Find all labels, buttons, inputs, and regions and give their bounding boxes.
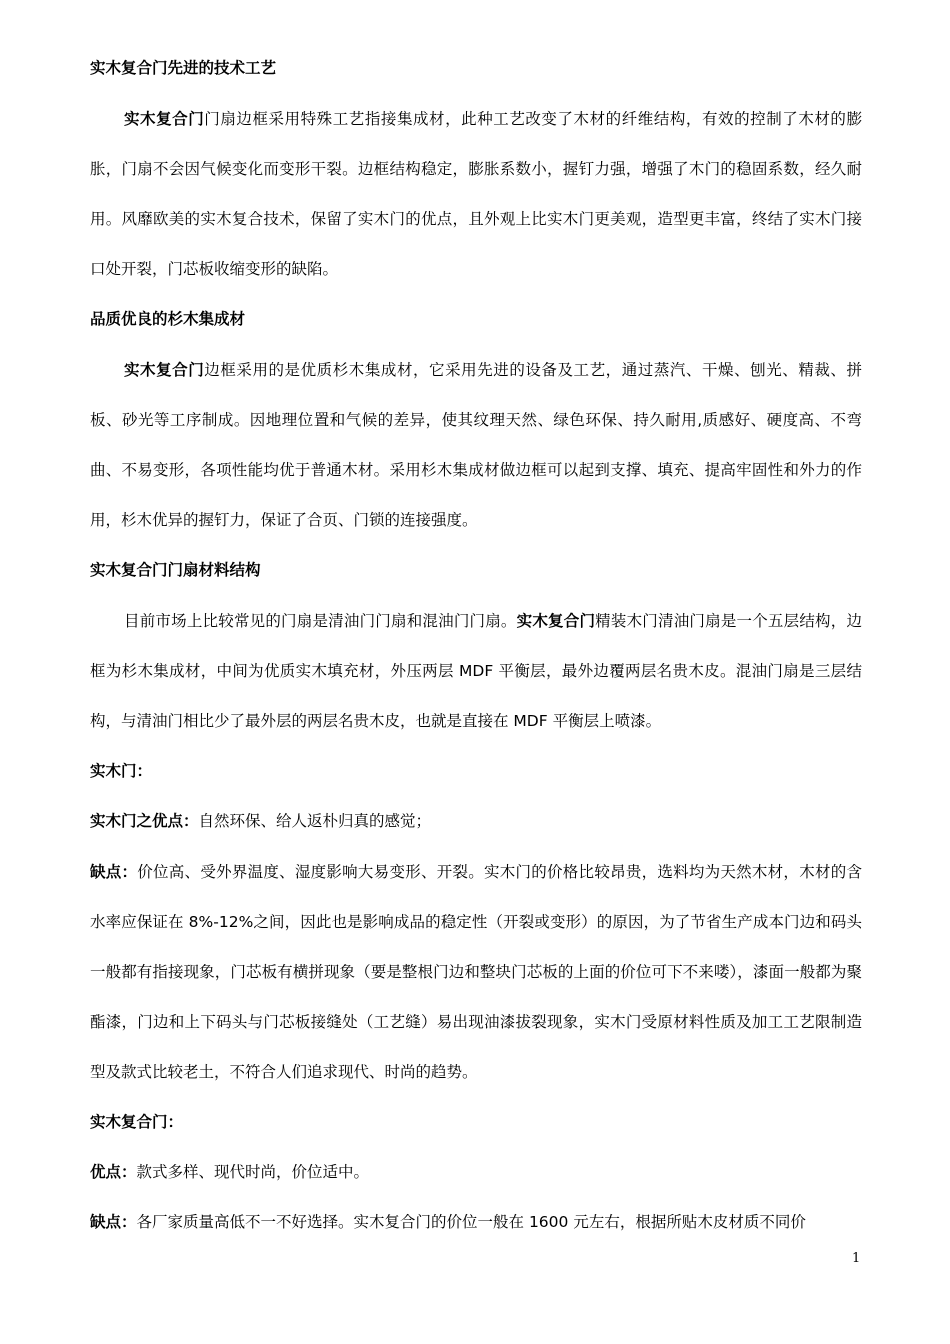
pros-label: 优点： xyxy=(90,1163,137,1181)
cons-label: 缺点： xyxy=(90,1213,137,1231)
paragraph-door-structure-text-b: 精装木门清油门扇是一个五层结构，边框为杉木集成材，中间为优质实木填充材，外压两层 MDF 平衡层，最外边覆两层名贵木皮。混油门扇是三层结构，与清油门相比少了最外层的两层名贵木皮，也就是直接在 MDF 平衡层上喷漆。 xyxy=(90,612,862,730)
emphasis-product-name: 实木复合门 xyxy=(516,612,596,630)
pros-text: 自然环保、给人返朴归真的感觉； xyxy=(198,812,432,830)
paragraph-fir-material-text: 边框采用的是优质杉木集成材，它采用先进的设备及工艺，通过蒸汽、干燥、刨光、精裁、拼板、砂光等工序制成。因地理位置和气候的差异，使其纹理天然、绿色环保、持久耐用,质感好、硬度高、不弯曲、不易变形，各项性能均优于普通木材。采用杉木集成材做边框可以起到支撑、填充、提高牢固性和外力的作用，杉木优异的握钉力，保证了合页、门锁的连接强度。 xyxy=(90,361,862,529)
document-page xyxy=(90,56,862,1260)
paragraph-door-structure xyxy=(90,596,862,746)
paragraph-door-structure-text-a: 目前市场上比较常见的门扇是清油门门扇和混油门门扇。 xyxy=(124,612,517,630)
solid-wood-cons xyxy=(90,847,862,1097)
section-title-door-structure: 实木复合门门扇材料结构 xyxy=(90,561,261,579)
paragraph-technology-text: 门扇边框采用特殊工艺指接集成材，此种工艺改变了木材的纤维结构，有效的控制了木材的膨胀，门扇不会因气候变化而变形干裂。边框结构稳定，膨胀系数小，握钉力强，增强了木门的稳固系数，经久耐用。风靡欧美的实木复合技术，保留了实木门的优点，且外观上比实木门更美观，造型更丰富，终结了实木门接口处开裂，门芯板收缩变形的缺陷。 xyxy=(90,110,862,278)
emphasis-product-name: 实木复合门 xyxy=(124,361,205,379)
solid-wood-pros xyxy=(90,809,862,834)
pros-label: 实木门之优点： xyxy=(90,812,199,830)
cons-text: 价位高、受外界温度、湿度影响大易变形、开裂。实木门的价格比较昂贵，选料均为天然木材，木材的含水率应保证在 8%-12%之间，因此也是影响成品的稳定性（开裂或变形）的原因，为了节省生产成本门边和码头一般都有指接现象，门芯板有横拼现象（要是整根门边和整块门芯板的上面的价位可下不来喽），漆面一般都为聚酯漆，门边和上下码头与门芯板接缝处（工艺缝）易出现油漆拔裂现象，实木门受原材料性质及加工工艺限制造型及款式比较老土，不符合人们追求现代、时尚的趋势。 xyxy=(90,863,862,1081)
section-title-composite-door: 实木复合门： xyxy=(90,1113,184,1131)
section-title-technology: 实木复合门先进的技术工艺 xyxy=(90,59,277,77)
emphasis-product-name: 实木复合门 xyxy=(124,110,205,128)
cons-text: 各厂家质量高低不一不好选择。实木复合门的价位一般在 1600 元左右，根据所贴木皮材质不同价 xyxy=(136,1213,806,1231)
section-title-solid-wood-door: 实木门： xyxy=(90,762,153,780)
paragraph-technology xyxy=(90,94,862,294)
composite-pros xyxy=(90,1160,862,1185)
page-number: 1 xyxy=(852,1251,861,1266)
section-title-fir-material: 品质优良的杉木集成材 xyxy=(90,310,246,328)
cons-label: 缺点： xyxy=(90,863,138,881)
composite-cons xyxy=(90,1210,862,1235)
pros-text: 款式多样、现代时尚，价位适中。 xyxy=(136,1163,370,1181)
paragraph-fir-material xyxy=(90,345,862,545)
